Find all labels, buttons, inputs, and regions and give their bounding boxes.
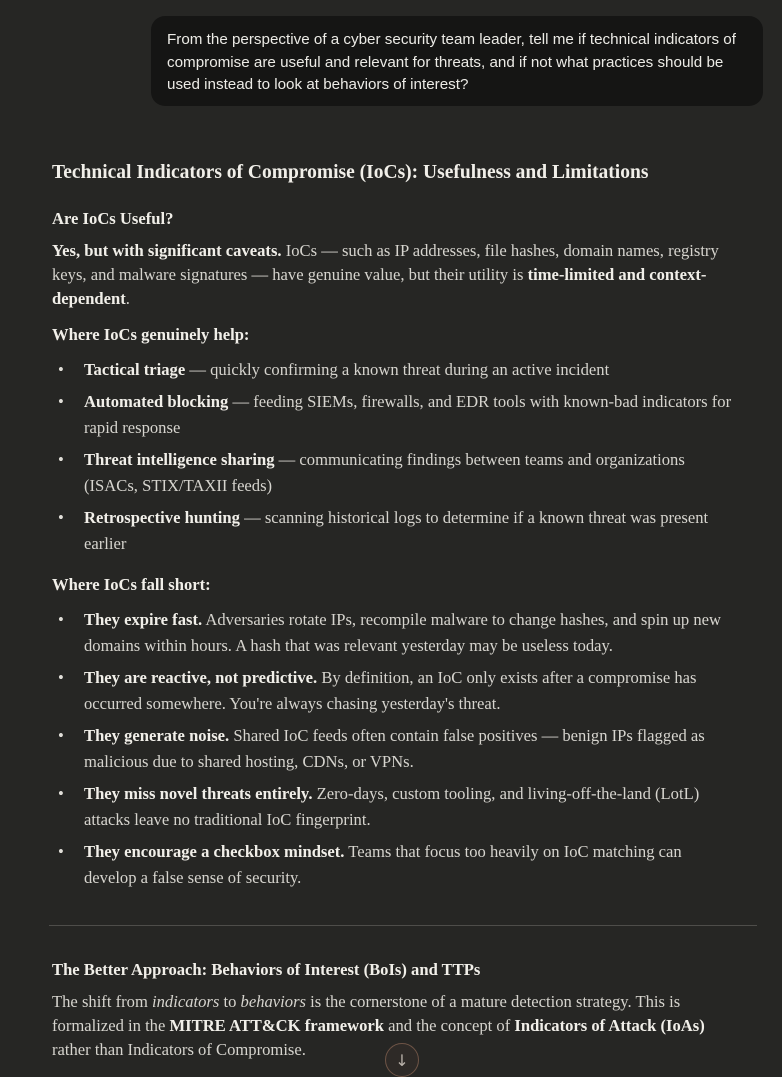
heading-are-iocs-useful: Are IoCs Useful?: [52, 209, 174, 228]
item-text: — feeding SIEMs, firewalls, and EDR tools with known-bad indicators for rapid response: [84, 392, 732, 437]
heading-where-short: Where IoCs fall short:: [52, 575, 211, 594]
text: rather than Indicators of Compromise.: [52, 1040, 306, 1059]
list-item: [52, 357, 732, 383]
item-bold: Threat intelligence sharing: [84, 450, 275, 469]
list-item: [52, 389, 732, 441]
intro-bold-tail: time-limited and context-dependent: [52, 265, 707, 308]
item-bold: Automated blocking: [84, 392, 229, 411]
item-bold: Tactical triage: [84, 360, 186, 379]
item-text: Adversaries rotate IPs, recompile malware to change hashes, and spin up new domains within hours. A hash that was relevant yesterday may be useless today.: [84, 610, 722, 655]
text: The shift from: [52, 992, 153, 1011]
text: to: [219, 992, 241, 1011]
item-bold: They are reactive, not predictive.: [84, 668, 318, 687]
help-list: [52, 357, 732, 557]
list-item: [52, 839, 732, 891]
item-bold: They generate noise.: [84, 726, 230, 745]
bullet-icon: •: [58, 726, 64, 745]
item-text: Shared IoC feeds often contain false positives — benign IPs flagged as malicious due to shared hosting, CDNs, or VPNs.: [84, 726, 705, 771]
item-bold: They encourage a checkbox mindset.: [84, 842, 345, 861]
bullet-icon: •: [58, 610, 64, 629]
user-message-text: From the perspective of a cyber security team leader, tell me if technical indicators of compromise are useful and relevant for threats, and if not what practices should be used instead to look at behaviors of interest?: [167, 31, 736, 93]
intro-paragraph: [52, 239, 732, 311]
list-item: [52, 607, 732, 659]
bullet-icon: •: [58, 508, 64, 527]
italic-text: indicators: [152, 992, 220, 1011]
text: and the concept of: [383, 1016, 515, 1035]
item-text: — scanning historical logs to determine if a known threat was present earlier: [84, 508, 709, 553]
list-item: [52, 781, 732, 833]
intro-text: IoCs — such as IP addresses, file hashes, domain names, registry keys, and malware signatures — have genuine value, but their utility is: [52, 241, 719, 284]
assistant-response: [52, 156, 732, 907]
text: is the cornerstone of a mature detection strategy. This is formalized in the: [52, 992, 681, 1035]
list-item: [52, 505, 732, 557]
intro-text-end: .: [125, 289, 130, 308]
bold-text: MITRE ATT&CK framework: [169, 1016, 384, 1035]
arrow-down-icon: ↓: [395, 1050, 409, 1070]
bullet-icon: •: [58, 360, 64, 379]
list-item: [52, 723, 732, 775]
bold-text: Indicators of Attack (IoAs): [514, 1016, 705, 1035]
bullet-icon: •: [58, 668, 64, 687]
intro-bold-lead: Yes, but with significant caveats.: [52, 241, 282, 260]
item-text: Zero-days, custom tooling, and living-off-the-land (LotL) attacks leave no traditional IoC fingerprint.: [84, 784, 700, 829]
item-text: Teams that focus too heavily on IoC matching can develop a false sense of security.: [84, 842, 682, 887]
user-message-bubble: [151, 16, 763, 106]
item-bold: They miss novel threats entirely.: [84, 784, 313, 803]
bullet-icon: •: [58, 784, 64, 803]
item-text: By definition, an IoC only exists after a compromise has occurred somewhere. You're always chasing yesterday's threat.: [84, 668, 697, 713]
bullet-icon: •: [58, 842, 64, 861]
heading-better-approach: The Better Approach: Behaviors of Interest (BoIs) and TTPs: [52, 960, 481, 979]
item-text: — communicating findings between teams and organizations (ISACs, STIX/TAXII feeds): [84, 450, 685, 495]
bullet-icon: •: [58, 450, 64, 469]
item-text: — quickly confirming a known threat during an active incident: [185, 360, 610, 379]
item-bold: They expire fast.: [84, 610, 203, 629]
response-title: Technical Indicators of Compromise (IoCs): Usefulness and Limitations: [52, 162, 649, 183]
list-item: [52, 665, 732, 717]
bullet-icon: •: [58, 392, 64, 411]
scroll-to-bottom-button[interactable]: [385, 1043, 419, 1077]
heading-where-help: Where IoCs genuinely help:: [52, 325, 250, 344]
section-divider: [49, 925, 757, 926]
short-list: [52, 607, 732, 891]
italic-text: behaviors: [240, 992, 306, 1011]
item-bold: Retrospective hunting: [84, 508, 240, 527]
list-item: [52, 447, 732, 499]
